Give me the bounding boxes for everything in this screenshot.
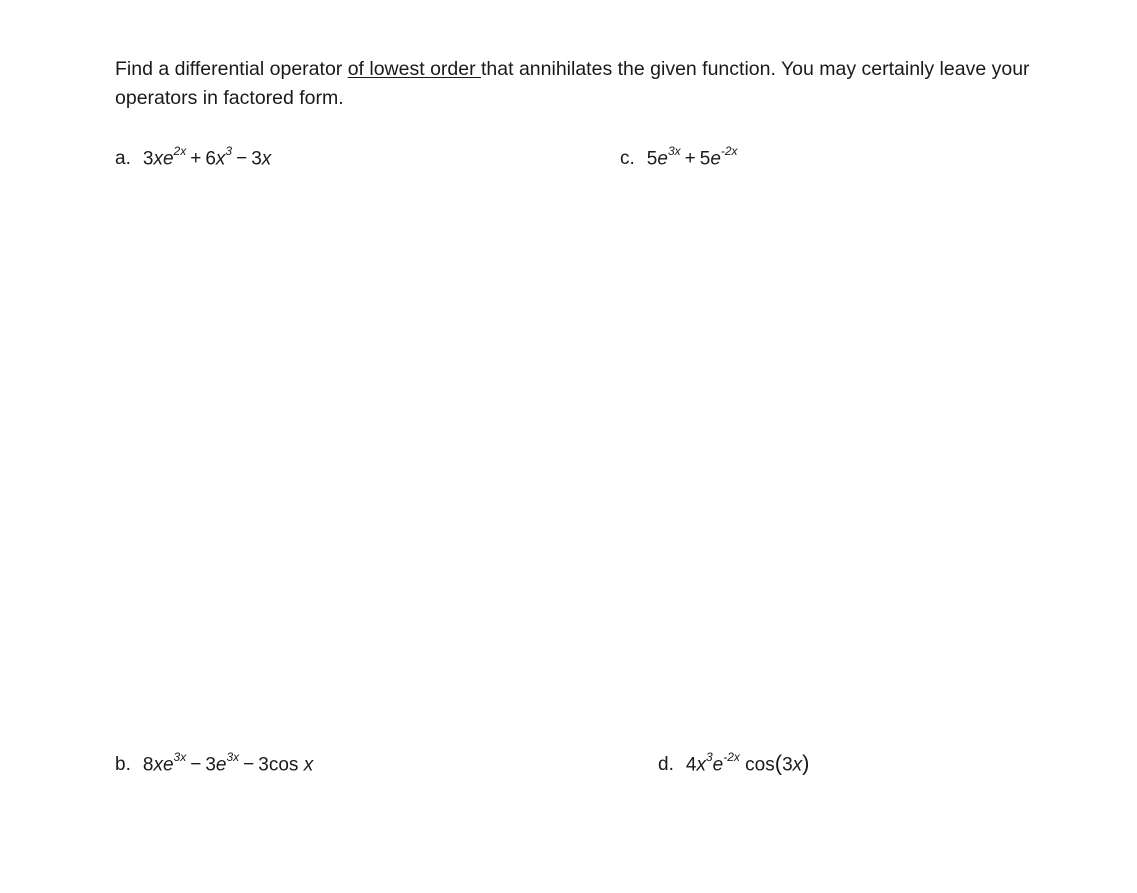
a-term2-exp: 3 bbox=[225, 144, 233, 158]
b-term2-var: e bbox=[215, 754, 227, 776]
d-lparen: ( bbox=[774, 750, 783, 776]
problem-d bbox=[658, 747, 809, 777]
problem-b-label: b. bbox=[115, 754, 131, 776]
problem-b-expression bbox=[143, 747, 313, 777]
problem-c-expression bbox=[647, 141, 738, 171]
b-op1: − bbox=[190, 754, 202, 776]
instructions-text bbox=[115, 55, 1105, 113]
c-term2-coef: 5 bbox=[699, 148, 711, 170]
c-term2-exp: -2x bbox=[720, 144, 738, 158]
d-rparen: ) bbox=[802, 750, 810, 776]
d-exp2: -2x bbox=[723, 750, 740, 764]
b-op2: − bbox=[243, 754, 255, 776]
c-term1-coef: 5 bbox=[646, 148, 658, 170]
c-term1-var: e bbox=[657, 148, 668, 170]
d-var1: x bbox=[696, 754, 706, 776]
instructions-before: Find a differential operator bbox=[115, 58, 348, 80]
instructions-after: that annihilates the given function. You may certainly leave your operators in factored form. bbox=[115, 58, 1030, 109]
b-term1-exp: 3x bbox=[173, 750, 187, 764]
instructions-emphasis: of lowest order bbox=[347, 58, 482, 80]
c-term1-exp: 3x bbox=[667, 144, 681, 158]
b-term2-coef: 3 bbox=[205, 754, 216, 776]
a-term3-var: x bbox=[261, 148, 272, 170]
problem-a-expression bbox=[143, 141, 271, 171]
c-op1: + bbox=[684, 148, 696, 170]
a-term2-var: x bbox=[215, 148, 226, 170]
problem-c-label: c. bbox=[620, 148, 635, 170]
a-op1: + bbox=[190, 148, 202, 170]
problem-b bbox=[115, 747, 313, 777]
problem-a-label: a. bbox=[115, 148, 131, 170]
d-var2: e bbox=[712, 754, 724, 776]
b-term1-coef: 8 bbox=[142, 754, 154, 776]
a-term3-coef: 3 bbox=[251, 148, 262, 170]
b-term2-exp: 3x bbox=[226, 750, 240, 764]
problem-c bbox=[620, 141, 738, 171]
problem-d-label: d. bbox=[658, 754, 674, 776]
a-op2: − bbox=[236, 148, 248, 170]
d-func: cos bbox=[745, 754, 775, 776]
problem-d-expression bbox=[686, 747, 810, 777]
c-term2-var: e bbox=[710, 148, 721, 170]
a-term2-coef: 6 bbox=[205, 148, 216, 170]
d-coef: 4 bbox=[685, 754, 697, 776]
b-term3-coef: 3 bbox=[258, 754, 269, 776]
d-arg-coef: 3 bbox=[782, 754, 793, 776]
b-term1-var: xe bbox=[153, 754, 174, 776]
a-term1-coef: 3 bbox=[142, 148, 154, 170]
a-term1-var: xe bbox=[153, 148, 174, 170]
d-exp1: 3 bbox=[705, 750, 713, 764]
d-arg-var: x bbox=[792, 754, 803, 776]
a-term1-exp: 2x bbox=[173, 144, 187, 158]
problem-a bbox=[115, 141, 271, 171]
b-term3-var: x bbox=[303, 754, 314, 776]
b-term3-func: cos bbox=[268, 754, 299, 776]
